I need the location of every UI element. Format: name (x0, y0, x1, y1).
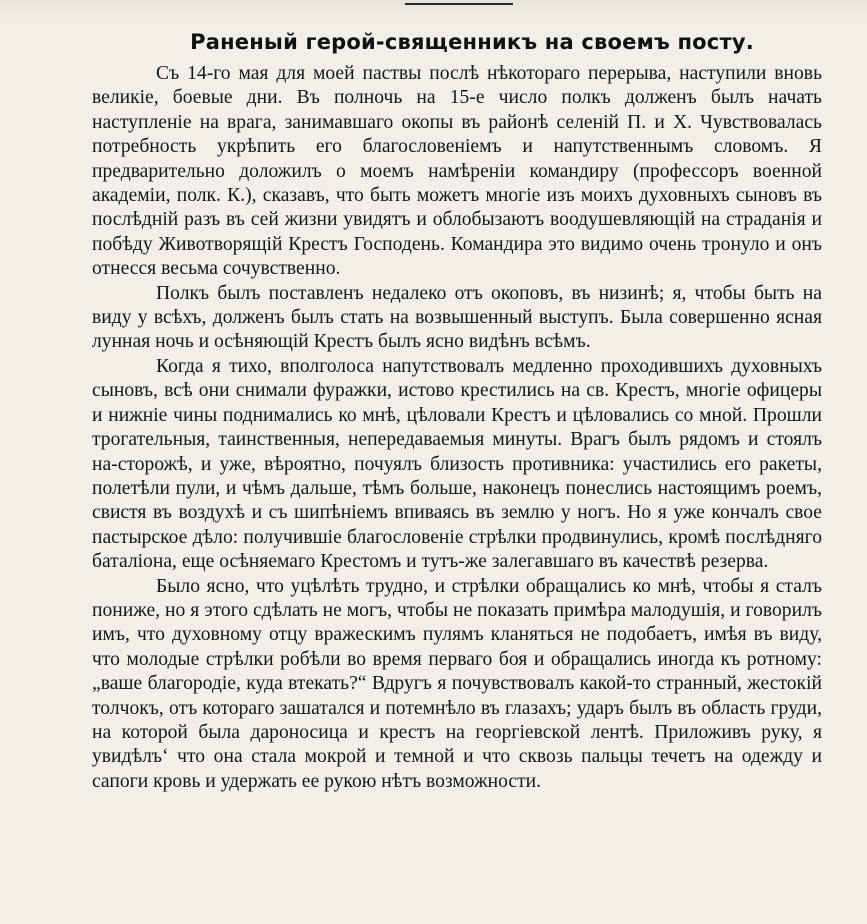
paragraph-1: Съ 14-го мая для моей паствы послѣ нѣкотораго перерыва, наступили вновь великіе, боевые дни. Въ полночь на 15-е число полкъ долженъ былъ начать наступленіе на врага, занимавшаго окопы въ районѣ селеній П. и Х. Чувствовалась потребность укрѣпить его благословеніемъ и напутственнымъ словомъ. Я предварительно доложилъ о моемъ намѣреніи командиру (профессоръ военной академіи, полк. К.), сказавъ, что быть можетъ многіе изъ моихъ духовныхъ сыновъ въ послѣдній разъ въ сей жизни увидятъ и облобызаютъ воодушевляющій на страданія и побѣду Животворящій Крестъ Господень. Командира это видимо очень тронуло и онъ отнесся весьма сочувственно. (92, 63, 822, 280)
section-divider (405, 3, 513, 5)
article (92, 30, 822, 794)
paragraph-4: Было ясно, что уцѣлѣть трудно, и стрѣлки обращались ко мнѣ, чтобы я сталъ пониже, но я этого сдѣлать не могъ, чтобы не показать примѣра малодушія, и говорилъ имъ, что духовному отцу вражескимъ пулямъ кланяться не подобаетъ, имѣя въ виду, что молодые стрѣлки робѣли во время перваго боя и обращались иногда къ ротному: „ваше благородіе, куда втекать?“ Вдругъ я почувствовалъ какой-то странный, жестокій толчокъ, отъ котораго зашатался и потемнѣло въ глазахъ; ударъ былъ въ область груди, на которой была дароносица и крестъ на георгіевской лентѣ. Приложивъ руку, я увидѣлъ‘ что она стала мокрой и темной и что сквозь пальцы течетъ на одежду и сапоги кровь и удержать ее рукою нѣтъ возможности. (92, 575, 822, 792)
paragraph-3: Когда я тихо, вполголоса напутствовалъ медленно проходившихъ духовныхъ сыновъ, всѣ они снимали фуражки, истово крестились на св. Крестъ, многіе офицеры и нижніе чины поднимались ко мнѣ, цѣловали Крестъ и цѣловались со мной. Прошли трогательныя, таинственныя, непередаваемыя минуты. Врагъ былъ рядомъ и стоялъ на-сторожѣ, и уже, вѣроятно, почуялъ близость противника: участились его ракеты, полетѣли пули, и чѣмъ дальше, тѣмъ больше, наконецъ понеслись настоящимъ роемъ, свистя въ воздухѣ и съ шипѣніемъ впиваясь въ землю у ногъ. Но я уже кончалъ свое пастырское дѣло: получившіе благословеніе стрѣлки продвинулись, кромѣ послѣдняго баталіона, еще осѣняемаго Крестомъ и тутъ-же залегавшаго въ качествѣ резерва. (92, 355, 822, 573)
paragraph-2: Полкъ былъ поставленъ недалеко отъ окоповъ, въ низинѣ; я, чтобы быть на виду у всѣхъ, долженъ былъ стать на возвышенный выступъ. Была совершенно ясная лунная ночь и осѣняющій Крестъ былъ ясно видѣнъ всѣмъ. (92, 282, 822, 353)
article-title: Раненый герой-священникъ на своемъ посту. (190, 30, 754, 54)
